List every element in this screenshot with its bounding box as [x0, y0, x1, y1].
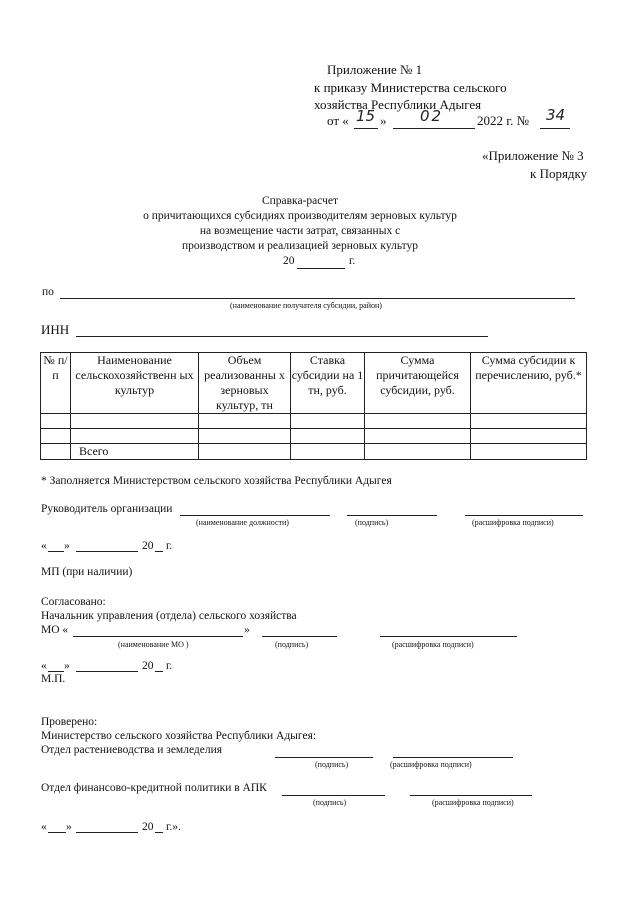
date-month-line — [393, 128, 475, 129]
checked-dept1: Отдел растениеводства и земледелия — [41, 744, 223, 756]
date3-close: » — [66, 821, 72, 833]
cap-dept2-signature: (подпись) — [313, 798, 347, 807]
date1-year: 20 — [142, 540, 154, 552]
doc-title-block — [0, 195, 640, 207]
cap-dept1-decoding: (расшифровка подписи) — [390, 760, 472, 769]
table-header-row — [41, 353, 587, 414]
mp2-label: М.П. — [41, 673, 66, 685]
appendix-date-mid: » — [380, 113, 387, 128]
appendix-line2: к приказу Министерства сельского — [314, 80, 507, 95]
agreed-mo-line[interactable] — [73, 636, 243, 637]
recipient-label: по — [42, 286, 54, 298]
dept1-signature-line[interactable] — [275, 757, 373, 758]
date1-open: « — [41, 540, 47, 552]
appendix-line1: Приложение № 1 — [327, 62, 423, 77]
agreed-decoding-line[interactable] — [380, 636, 517, 637]
cap-decoding: (расшифровка подписи) — [472, 518, 554, 527]
date3-suffix: г.». — [166, 821, 181, 833]
dept2-decoding-line[interactable] — [410, 795, 532, 796]
head-signature-line[interactable] — [347, 515, 437, 516]
inn-line[interactable] — [76, 336, 488, 337]
recipient-caption: (наименование получателя субсидии, район) — [230, 301, 382, 310]
order-number-line — [540, 128, 570, 129]
cap-dept1-signature: (подпись) — [315, 760, 349, 769]
date1-year-line[interactable] — [155, 551, 163, 552]
subsidy-table — [40, 352, 587, 460]
header-num: № п/п — [41, 353, 71, 414]
date2-month-line[interactable] — [76, 671, 138, 672]
head-org-label: Руководитель организации — [41, 503, 173, 515]
cap-agreed-decoding: (расшифровка подписи) — [392, 640, 474, 649]
date2-year: 20 — [142, 660, 154, 672]
doc-title: Справка-расчет — [261, 195, 339, 207]
cap-position: (наименование должности) — [196, 518, 289, 527]
checked-dept2: Отдел финансово-кредитной политики в АПК — [41, 782, 267, 794]
agreed-label: Согласовано: — [41, 596, 106, 608]
recipient-line[interactable] — [60, 298, 575, 299]
title-year-prefix: 20 — [283, 255, 295, 267]
agreed-mo-prefix: МО « — [41, 624, 69, 636]
total-label: Всего — [71, 444, 199, 460]
appendix3-line2: к Порядку — [530, 166, 588, 181]
head-position-line[interactable] — [180, 515, 330, 516]
agreed-line1: Начальник управления (отдела) сельского хозяйства — [41, 610, 297, 622]
date1-month-line[interactable] — [76, 551, 138, 552]
date1-close: » — [64, 540, 70, 552]
header-due: Сумма причитающейся субсидии, руб. — [365, 353, 471, 414]
title-line4: производством и реализацией зерновых культур — [181, 240, 419, 252]
title-line2-wrap — [0, 210, 640, 222]
cap-agreed-signature: (подпись) — [275, 640, 309, 649]
footnote: * Заполняется Министерством сельского хозяйства Республики Адыгея — [41, 475, 392, 487]
date1-day-line[interactable] — [48, 551, 64, 552]
table-row[interactable] — [41, 414, 587, 429]
date3-month-line[interactable] — [76, 832, 138, 833]
title-year-suffix: г. — [349, 255, 356, 267]
date-day-line — [354, 128, 378, 129]
cap-mo: (наименование МО ) — [118, 640, 189, 649]
header-volume: Объем реализованны х зерновых культур, тн — [199, 353, 291, 414]
table-row[interactable] — [41, 429, 587, 444]
title-line4-wrap — [0, 240, 640, 252]
title-line3: на возмещение части затрат, связанных с — [199, 225, 401, 237]
appendix3-line1: «Приложение № 3 — [482, 148, 584, 163]
date2-open: « — [41, 660, 47, 672]
checked-line1: Министерство сельского хозяйства Республики Адыгея: — [41, 730, 317, 742]
header-crop: Наименование сельскохозяйственн ых культур — [71, 353, 199, 414]
handwritten-order-number: 34 — [546, 106, 566, 124]
cap-dept2-decoding: (расшифровка подписи) — [432, 798, 514, 807]
title-year-line — [297, 268, 345, 269]
cap-signature: (подпись) — [355, 518, 389, 527]
date2-suffix: г. — [166, 660, 173, 672]
date3-year-line[interactable] — [155, 832, 163, 833]
table-total-row[interactable] — [41, 444, 587, 460]
date3-day-line[interactable] — [48, 832, 66, 833]
agreed-mo-suffix: » — [244, 624, 250, 636]
appendix-date-year: 2022 г. № — [477, 113, 530, 128]
header-transfer: Сумма субсидии к перечислению, руб.* — [471, 353, 587, 414]
title-line3-wrap — [0, 225, 640, 237]
date2-year-line[interactable] — [155, 671, 163, 672]
date2-close: » — [64, 660, 70, 672]
date3-year: 20 — [142, 821, 154, 833]
date1-suffix: г. — [166, 540, 173, 552]
handwritten-day: 15 — [356, 107, 376, 125]
appendix-date-prefix: от « — [327, 113, 349, 128]
handwritten-month: 02 — [420, 107, 444, 125]
mp-label: МП (при наличии) — [41, 566, 133, 578]
date2-day-line[interactable] — [48, 671, 64, 672]
head-decoding-line[interactable] — [465, 515, 583, 516]
checked-label: Проверено: — [41, 716, 98, 728]
header-rate: Ставка субсидии на 1 тн, руб. — [291, 353, 365, 414]
dept1-decoding-line[interactable] — [393, 757, 513, 758]
title-line2: о причитающихся субсидиях производителям зерновых культур — [143, 210, 457, 222]
agreed-signature-line[interactable] — [262, 636, 337, 637]
dept2-signature-line[interactable] — [282, 795, 385, 796]
appendix-line3: хозяйства Республики Адыгея — [314, 97, 482, 112]
date3-open: « — [41, 821, 47, 833]
inn-label: ИНН — [41, 322, 70, 337]
